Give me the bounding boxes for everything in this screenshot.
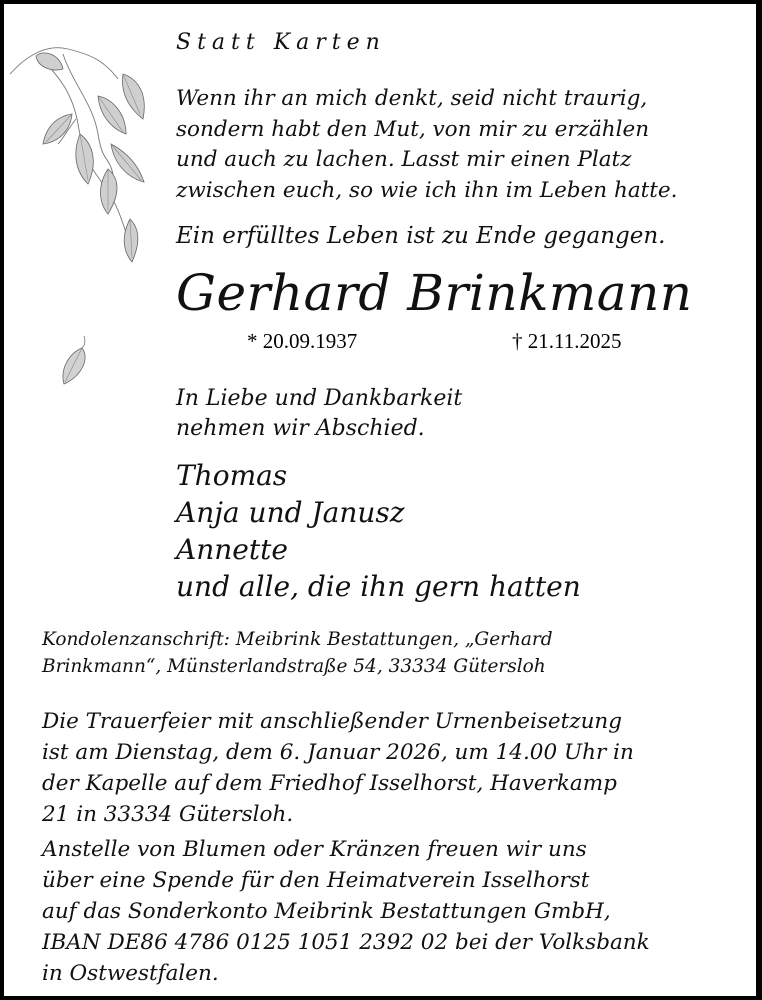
ceremony-info [42,706,732,830]
life-statement: Ein erfülltes Leben ist zu Ende gegangen. [176,223,666,249]
memorial-poem [176,84,677,206]
ceremony-line: ist am Dienstag, dem 6. Januar 2026, um 14.00 Uhr in [42,740,634,765]
birth-date: * 20.09.1937 [247,329,358,353]
poem-line: zwischen euch, so wie ich ihn im Leben hatte. [176,177,678,203]
mourner: Thomas [176,459,288,492]
donation-line: IBAN DE86 4786 0125 1051 2392 02 bei der Volksbank [42,930,650,955]
mourner: Annette [176,533,288,566]
donation-line: über eine Spende für den Heimatverein Isselhorst [42,868,590,893]
ceremony-line: der Kapelle auf dem Friedhof Isselhorst, Haverkamp [42,771,617,796]
condolence-line: Kondolenzanschrift: Meibrink Bestattungen, „Gerhard [42,629,553,650]
farewell-line: In Liebe und Dankbarkeit [176,386,463,411]
condolence-address [42,626,553,680]
farewell-text [176,384,462,444]
death-date: † 21.11.2025 [512,329,622,353]
ceremony-line: Die Trauerfeier mit anschließender Urnenbeisetzung [42,709,623,734]
deceased-name: Gerhard Brinkmann [176,264,693,322]
donation-line: Anstelle von Blumen oder Kränzen freuen wir uns [42,837,587,862]
mourners-list [176,457,581,605]
mourner: Anja und Janusz [176,496,405,529]
condolence-line: Brinkmann“, Münsterlandstraße 54, 33334 Gütersloh [42,656,546,677]
falling-leaf-icon [56,332,96,392]
poem-line: und auch zu lachen. Lasst mir einen Platz [176,147,632,172]
poem-line: Wenn ihr an mich denkt, seid nicht traurig, [176,86,648,111]
farewell-line: nehmen wir Abschied. [176,416,425,441]
donation-line: auf das Sonderkonto Meibrink Bestattungen GmbH, [42,899,611,924]
mourner: und alle, die ihn gern hatten [176,570,581,603]
ceremony-line: 21 in 33334 Gütersloh. [42,802,294,827]
donation-info [42,834,732,989]
birch-branch-icon [8,34,158,274]
statt-karten-heading: Statt Karten [176,30,386,55]
poem-line: sondern habt den Mut, von mir zu erzählen [176,116,650,142]
donation-line: in Ostwestfalen. [42,961,219,986]
